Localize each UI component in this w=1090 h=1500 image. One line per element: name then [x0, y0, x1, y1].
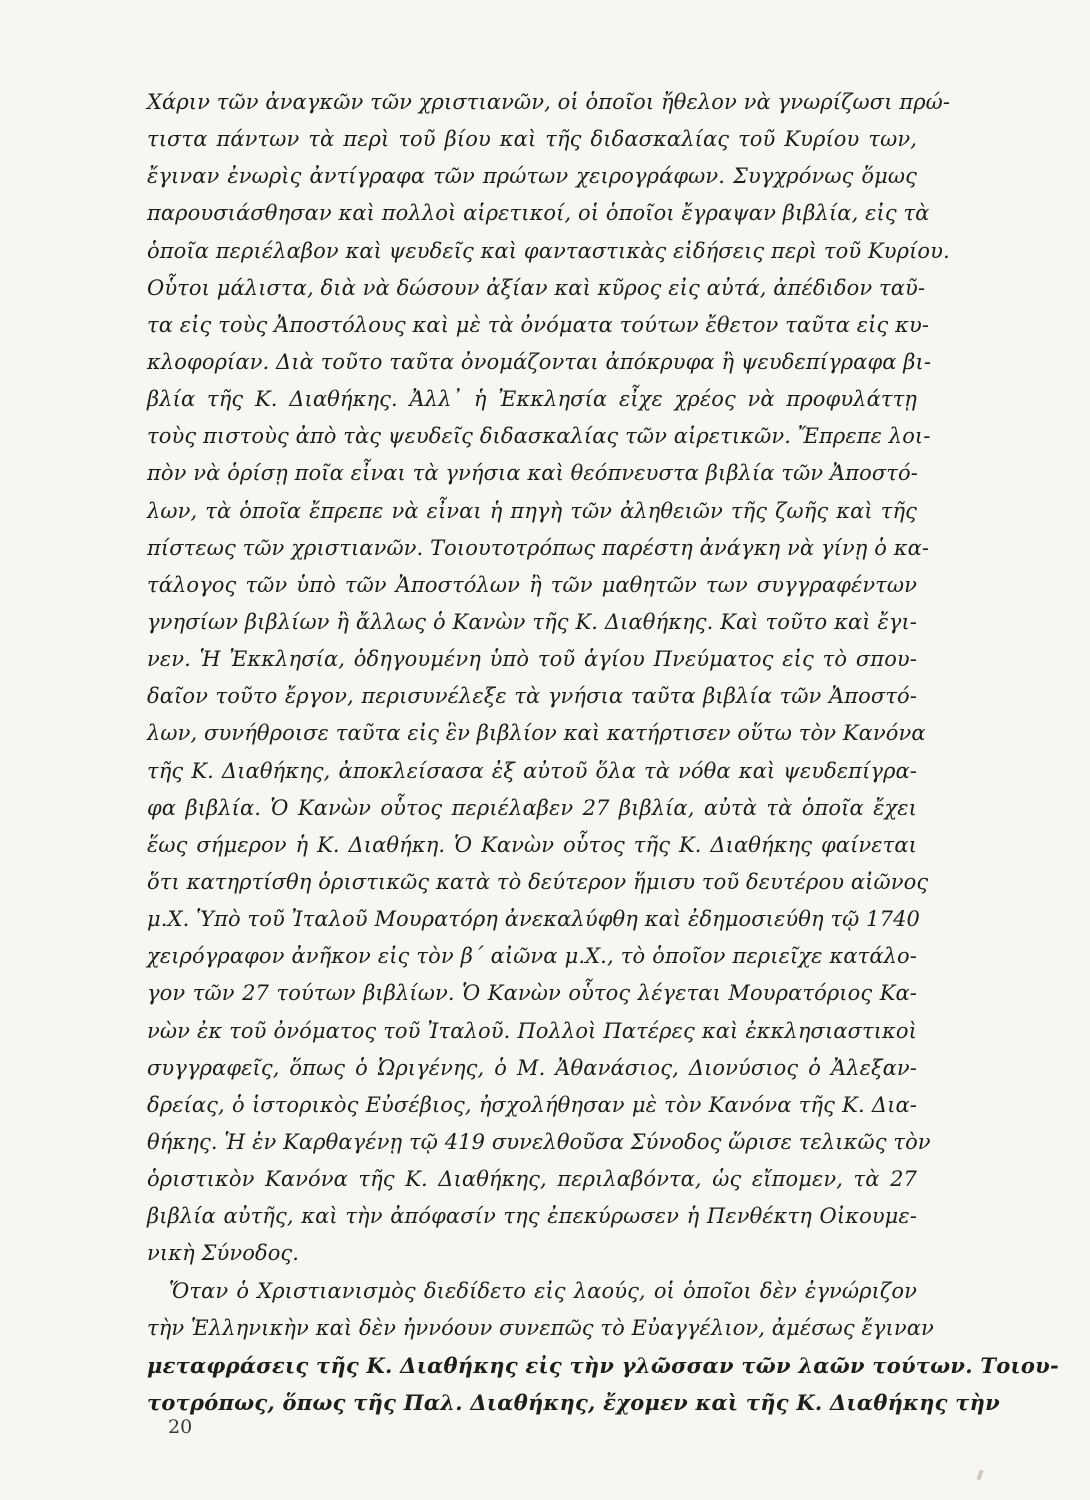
text-line: βλία τῆς Κ. Διαθήκης. Ἀλλ᾿ ἡ Ἐκκλησία εἶχε χρέος νὰ προφυλάττῃ: [147, 387, 917, 412]
text-line: λων, τὰ ὁποῖα ἔπρεπε νὰ εἶναι ἡ πηγὴ τῶν ἀληθειῶν τῆς ζωῆς καὶ τῆς: [147, 498, 917, 523]
text-line: κλοφορίαν. Διὰ τοῦτο ταῦτα ὀνομάζονται ἀπόκρυφα ἢ ψευδεπίγραφα βι-: [147, 349, 932, 374]
text-line: βιβλία αὐτῆς, καὶ τὴν ἀπόφασίν της ἐπεκύρωσεν ἡ Πενθέκτη Οἰκουμε-: [147, 1204, 917, 1229]
text-line: χειρόγραφον ἀνῆκον εἰς τὸν β΄ αἰῶνα μ.Χ., τὸ ὁποῖον περιεῖχε κατάλο-: [147, 944, 917, 969]
paper-speck: [976, 1470, 983, 1481]
text-line: συγγραφεῖς, ὅπως ὁ Ὠριγένης, ὁ Μ. Ἀθανάσιος, Διονύσιος ὁ Ἀλεξαν-: [147, 1055, 917, 1080]
text-line: ὁριστικὸν Κανόνα τῆς Κ. Διαθήκης, περιλαβόντα, ὡς εἴπομεν, τὰ 27: [147, 1167, 917, 1192]
text-line: τῆς Κ. Διαθήκης, ἀποκλείσασα ἐξ αὐτοῦ ὅλα τὰ νόθα καὶ ψευδεπίγρα-: [147, 758, 917, 783]
text-line: τοτρόπως, ὅπως τῆς Παλ. Διαθήκης, ἔχομεν καὶ τῆς Κ. Διαθήκης τὴν: [147, 1389, 1000, 1415]
paragraph-canon-history: [147, 84, 951, 1273]
text-line: τάλογος τῶν ὑπὸ τῶν Ἀποστόλων ἢ τῶν μαθητῶν των συγγραφέντων: [147, 572, 917, 597]
text-line: Ὅταν ὁ Χριστιανισμὸς διεδίδετο εἰς λαούς, οἱ ὁποῖοι δὲν ἐγνώριζον: [169, 1278, 917, 1303]
text-line: τα εἰς τοὺς Ἀποστόλους καὶ μὲ τὰ ὀνόματα τούτων ἔθετον ταῦτα εἰς κυ-: [147, 312, 930, 337]
text-line: λων, συνήθροισε ταῦτα εἰς ἓν βιβλίον καὶ κατήρτισεν οὕτω τὸν Κανόνα: [147, 721, 926, 746]
text-line: θήκης. Ἡ ἐν Καρθαγένῃ τῷ 419 συνελθοῦσα Σύνοδος ὥρισε τελικῶς τὸν: [147, 1129, 931, 1154]
body-text: [147, 84, 1059, 1421]
text-line: τὴν Ἑλληνικὴν καὶ δὲν ἠννόουν συνεπῶς τὸ Εὐαγγέλιον, ἀμέσως ἔγιναν: [147, 1315, 934, 1340]
text-line: φα βιβλία. Ὁ Κανὼν οὗτος περιέλαβεν 27 βιβλία, αὐτὰ τὰ ὁποῖα ἔχει: [147, 795, 917, 820]
text-line: τοὺς πιστοὺς ἀπὸ τὰς ψευδεῖς διδασκαλίας τῶν αἱρετικῶν. Ἔπρεπε λοι-: [147, 424, 931, 449]
page-number: 20: [168, 1416, 193, 1438]
text-line: δαῖον τοῦτο ἔργον, περισυνέλεξε τὰ γνήσια ταῦτα βιβλία τῶν Ἀποστό-: [147, 684, 917, 709]
text-line: Χάριν τῶν ἀναγκῶν τῶν χριστιανῶν, οἱ ὁποῖοι ἤθελον νὰ γνωρίζωσι πρώ-: [147, 90, 951, 114]
text-line: ἕως σήμερον ἡ Κ. Διαθήκη. Ὁ Κανὼν οὗτος τῆς Κ. Διαθήκης φαίνεται: [147, 832, 917, 857]
text-line: ὁποῖα περιέλαβον καὶ ψευδεῖς καὶ φανταστικὰς εἰδήσεις περὶ τοῦ Κυρίου.: [147, 238, 950, 263]
text-line: τιστα πάντων τὰ περὶ τοῦ βίου καὶ τῆς διδασκαλίας τοῦ Κυρίου των,: [147, 127, 917, 152]
text-line: ἔγιναν ἐνωρὶς ἀντίγραφα τῶν πρώτων χειρογράφων. Συγχρόνως ὅμως: [147, 164, 917, 189]
text-line: γνησίων βιβλίων ἢ ἄλλως ὁ Κανὼν τῆς Κ. Διαθήκης. Καὶ τοῦτο καὶ ἔγι-: [147, 609, 917, 634]
text-line: μ.Χ. Ὑπὸ τοῦ Ἰταλοῦ Μουρατόρη ἀνεκαλύφθη καὶ ἐδημοσιεύθη τῷ 1740: [147, 907, 921, 932]
text-line: νικὴ Σύνοδος.: [147, 1241, 300, 1266]
text-line: νὼν ἐκ τοῦ ὀνόματος τοῦ Ἰταλοῦ. Πολλοὶ Πατέρες καὶ ἐκκλησιαστικοὶ: [147, 1018, 917, 1043]
text-line: μεταφράσεις τῆς Κ. Διαθήκης εἰς τὴν γλῶσσαν τῶν λαῶν τούτων. Τοιου-: [147, 1352, 1059, 1378]
text-line: Οὗτοι μάλιστα, διὰ νὰ δώσουν ἀξίαν καὶ κῦρος εἰς αὐτά, ἀπέδιδον ταῦ-: [147, 275, 926, 300]
text-line: γον τῶν 27 τούτων βιβλίων. Ὁ Κανὼν οὗτος λέγεται Μουρατόριος Κα-: [147, 981, 917, 1006]
text-line: παρουσιάσθησαν καὶ πολλοὶ αἱρετικοί, οἱ ὁποῖοι ἔγραψαν βιβλία, εἰς τὰ: [147, 201, 930, 226]
text-line: πίστεως τῶν χριστιανῶν. Τοιουτοτρόπως παρέστη ἀνάγκη νὰ γίνῃ ὁ κα-: [147, 535, 930, 560]
text-line: ὅτι κατηρτίσθη ὁριστικῶς κατὰ τὸ δεύτερον ἥμισυ τοῦ δευτέρου αἰῶνος: [147, 869, 929, 894]
text-line: δρείας, ὁ ἱστορικὸς Εὐσέβιος, ἠσχολήθησαν μὲ τὸν Κανόνα τῆς Κ. Δια-: [147, 1092, 917, 1117]
text-line: νεν. Ἡ Ἐκκλησία, ὁδηγουμένη ὑπὸ τοῦ ἁγίου Πνεύματος εἰς τὸ σπου-: [147, 647, 917, 672]
text-line: πὸν νὰ ὁρίσῃ ποῖα εἶναι τὰ γνήσια καὶ θεόπνευστα βιβλία τῶν Ἀποστό-: [147, 461, 918, 486]
paragraph-translations: [147, 1273, 1059, 1422]
